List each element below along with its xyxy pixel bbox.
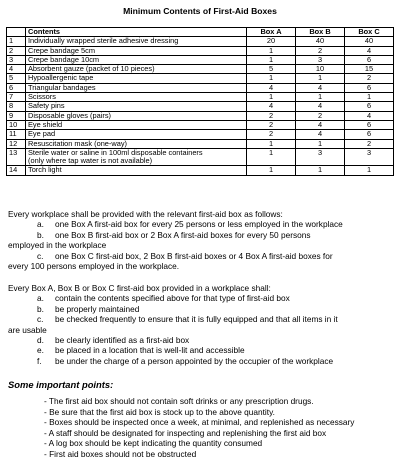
table-row — [7, 74, 394, 83]
row-item-text: Individually wrapped sterile adhesive dressing — [28, 36, 179, 46]
row-item — [26, 130, 247, 139]
qty-box-b: 1 — [296, 139, 345, 148]
list-item-text: be properly maintained — [55, 303, 140, 314]
header-contents: Contents — [26, 28, 247, 37]
list-item-label: e. — [37, 345, 44, 356]
table-row — [7, 46, 394, 55]
list-item-label: a. — [37, 219, 44, 230]
page-title: Minimum Contents of First-Aid Boxes — [123, 6, 277, 16]
qty-box-c: 6 — [345, 83, 394, 92]
qty-box-a: 2 — [247, 130, 296, 139]
qty-box-b: 1 — [296, 93, 345, 102]
qty-box-c: 2 — [345, 139, 394, 148]
row-item — [26, 46, 247, 55]
row-item-text: Scissors — [28, 92, 56, 102]
qty-box-b: 4 — [296, 102, 345, 111]
row-item-text: Crepe bandage 10cm — [28, 54, 100, 64]
row-item-text: Eye shield — [28, 119, 63, 129]
qty-box-b: 3 — [296, 55, 345, 64]
list-item-text: be checked frequently to ensure that it is fully equipped and that all items in it — [55, 314, 338, 325]
qty-box-c: 6 — [345, 120, 394, 129]
list-item — [8, 219, 392, 229]
qty-box-a: 1 — [247, 166, 296, 175]
row-item-text: Absorbent gauze (packet of 10 pieces) — [28, 64, 155, 74]
row-item-text: Eye pad — [28, 129, 56, 139]
list-item-continuation: every 100 persons employed in the workplace. — [8, 261, 180, 272]
qty-box-b: 10 — [296, 65, 345, 74]
row-item — [26, 83, 247, 92]
qty-box-a: 4 — [247, 102, 296, 111]
qty-box-c: 6 — [345, 55, 394, 64]
table-row — [7, 166, 394, 175]
row-number: 3 — [7, 55, 26, 64]
row-number: 1 — [7, 37, 26, 46]
qty-box-a: 1 — [247, 46, 296, 55]
row-item — [26, 139, 247, 148]
list-item-label: b. — [37, 303, 44, 314]
qty-box-c: 4 — [345, 46, 394, 55]
row-item-text: Sterile water or saline in 100ml disposable containers — [28, 147, 203, 157]
note-item: - A staff should be designated for inspecting and replenishing the first aid box — [44, 427, 327, 438]
row-number: 2 — [7, 46, 26, 55]
row-number: 11 — [7, 130, 26, 139]
qty-box-a: 20 — [247, 37, 296, 46]
list-item-text: be placed in a location that is well-lit and accessible — [55, 345, 245, 356]
list-item — [8, 230, 392, 240]
table-row — [7, 120, 394, 129]
qty-box-a: 1 — [247, 148, 296, 166]
header-box-a: Box A — [247, 28, 296, 37]
contents-table — [6, 27, 394, 176]
list-item-label: a. — [37, 293, 44, 304]
qty-box-b: 4 — [296, 130, 345, 139]
list-item — [8, 304, 392, 314]
note-item: - A log box should be kept indicating the quantity consumed — [44, 438, 263, 448]
qty-box-b: 2 — [296, 46, 345, 55]
qty-box-c: 3 — [345, 148, 394, 166]
list-item-label: c. — [37, 314, 44, 325]
qty-box-c: 4 — [345, 111, 394, 120]
qty-box-b: 4 — [296, 120, 345, 129]
qty-box-a: 2 — [247, 120, 296, 129]
row-item-text: Crepe bandage 5cm — [28, 45, 95, 55]
qty-box-a: 1 — [247, 93, 296, 102]
list-item — [8, 314, 392, 324]
table-row — [7, 111, 394, 120]
row-number: 9 — [7, 111, 26, 120]
row-item-text: Triangular bandages — [28, 82, 96, 92]
section-intro: Every workplace shall be provided with the relevant first-aid box as follows: — [8, 209, 283, 219]
table-row — [7, 83, 394, 92]
qty-box-b: 3 — [296, 148, 345, 166]
note-item: - First aid boxes should not be obstructed — [44, 448, 197, 459]
note-item: - The first aid box should not contain soft drinks or any prescription drugs. — [44, 396, 314, 406]
qty-box-a: 1 — [247, 74, 296, 83]
list-item-continuation: are usable — [8, 324, 47, 335]
table-row — [7, 139, 394, 148]
qty-box-b: 1 — [296, 74, 345, 83]
box-requirement-section — [8, 209, 392, 271]
row-item-text: Disposable gloves (pairs) — [28, 110, 111, 120]
qty-box-a: 1 — [247, 139, 296, 148]
section-intro: Every Box A, Box B or Box C first-aid box provided in a workplace shall: — [8, 283, 271, 293]
note-item: - Boxes should be inspected once a week, at minimal, and replenished as necessary — [44, 417, 355, 427]
list-item — [8, 345, 392, 355]
list-item-label: b. — [37, 229, 44, 240]
list-item-text: be under the charge of a person appointed by the occupier of the workplace — [55, 355, 334, 366]
notes-heading: Some important points: — [8, 379, 114, 390]
row-item — [26, 102, 247, 111]
header-box-c: Box C — [345, 28, 394, 37]
row-item — [26, 74, 247, 83]
header-box-b: Box B — [296, 28, 345, 37]
row-item-text: Torch light — [28, 165, 62, 175]
row-item-text: Resuscitation mask (one-way) — [28, 138, 127, 148]
row-item-note: (only where tap water is not available) — [28, 156, 153, 166]
list-item — [8, 356, 392, 366]
list-item-label: d. — [37, 335, 44, 346]
qty-box-a: 1 — [247, 55, 296, 64]
row-item — [26, 120, 247, 129]
row-number: 4 — [7, 65, 26, 74]
qty-box-c: 2 — [345, 74, 394, 83]
table-row — [7, 130, 394, 139]
qty-box-b: 40 — [296, 37, 345, 46]
qty-box-c: 15 — [345, 65, 394, 74]
qty-box-a: 2 — [247, 111, 296, 120]
list-item-label: f. — [37, 355, 42, 366]
list-item-text: one Box B first-aid box or 2 Box A first-aid boxes for every 50 persons — [55, 229, 311, 240]
list-item-label: c. — [37, 250, 44, 261]
row-item-text: Hypoallergenic tape — [28, 73, 94, 83]
list-item-text: one Box A first-aid box for every 25 persons or less employed in the workplace — [55, 219, 343, 230]
list-item-text: one Box C first-aid box, 2 Box B first-aid boxes or 4 Box A first-aid boxes for — [55, 250, 333, 261]
list-item — [8, 293, 392, 303]
qty-box-c: 1 — [345, 93, 394, 102]
qty-box-b: 2 — [296, 111, 345, 120]
table-row — [7, 148, 394, 166]
table-row — [7, 37, 394, 46]
list-item — [8, 251, 392, 261]
qty-box-a: 5 — [247, 65, 296, 74]
row-item-text: Safety pins — [28, 101, 65, 111]
row-item — [26, 166, 247, 175]
list-item-continuation: employed in the workplace — [8, 240, 107, 251]
row-number: 7 — [7, 93, 26, 102]
qty-box-c: 6 — [345, 102, 394, 111]
row-item — [26, 148, 247, 166]
qty-box-a: 4 — [247, 83, 296, 92]
qty-box-c: 1 — [345, 166, 394, 175]
list-item-text: contain the contents specified above for that type of first-aid box — [55, 293, 290, 304]
row-number: 14 — [7, 166, 26, 175]
row-number: 13 — [7, 148, 26, 166]
list-item — [8, 335, 392, 345]
row-number: 6 — [7, 83, 26, 92]
qty-box-b: 1 — [296, 166, 345, 175]
list-item-text: be clearly identified as a first-aid box — [55, 335, 190, 346]
notes-list — [44, 396, 394, 459]
row-number: 12 — [7, 139, 26, 148]
row-number: 5 — [7, 74, 26, 83]
row-number: 8 — [7, 102, 26, 111]
qty-box-c: 6 — [345, 130, 394, 139]
qty-box-b: 4 — [296, 83, 345, 92]
box-maintenance-section — [8, 283, 392, 366]
table-row — [7, 102, 394, 111]
qty-box-c: 40 — [345, 37, 394, 46]
row-item — [26, 37, 247, 46]
note-item: - Be sure that the first aid box is stock up to the above quantity. — [44, 406, 275, 417]
row-number: 10 — [7, 120, 26, 129]
